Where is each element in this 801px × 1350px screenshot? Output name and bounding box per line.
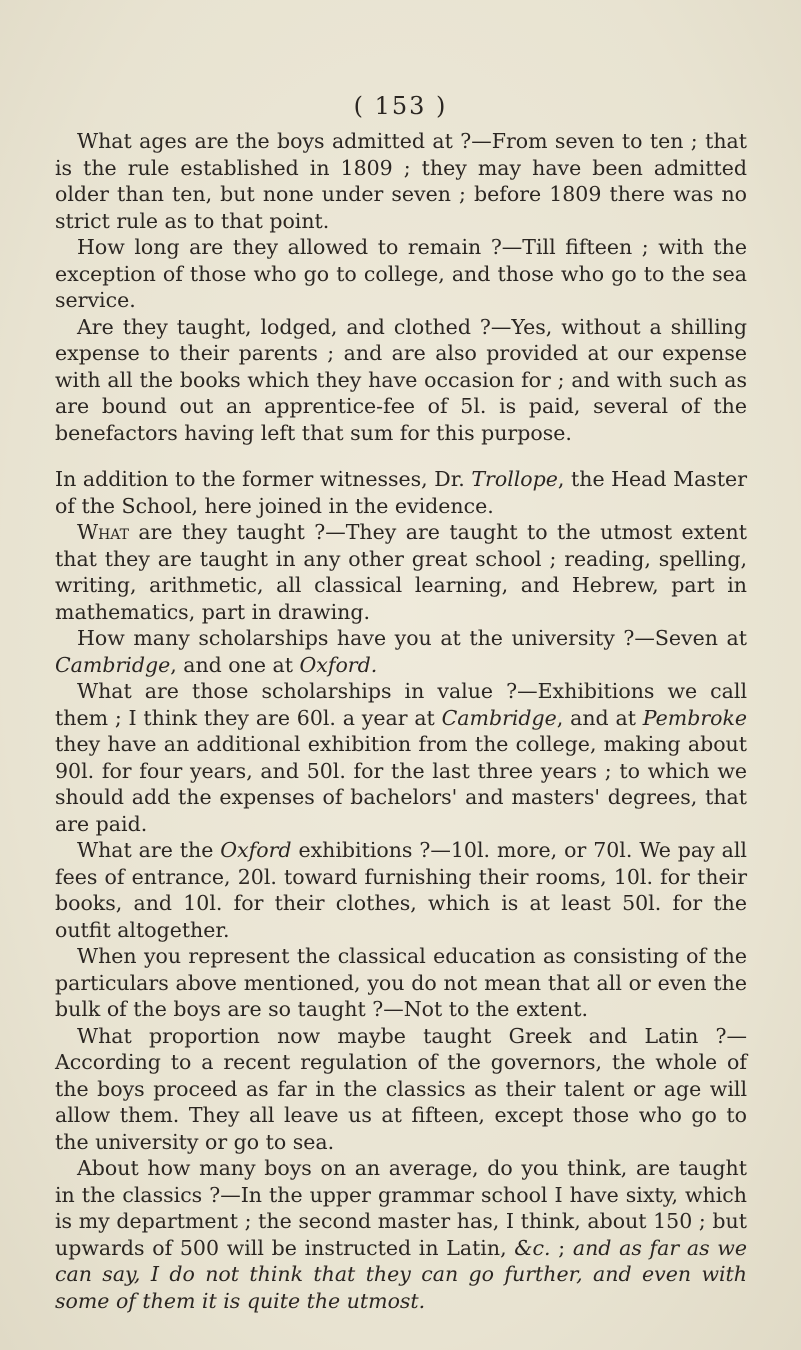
paragraph-what-taught: [55, 519, 747, 625]
paragraph-scholarship-value: [55, 678, 747, 837]
paragraph-text: In addition to the former witnesses, Dr.: [55, 467, 472, 491]
paragraph-text: What are those scholarships in value ?—Exhibitions we call them ; I think they are 60l. a year at: [55, 679, 747, 730]
paragraph-text: What are the: [77, 838, 221, 862]
paragraph-text: Are they taught, lodged, and clothed ?—Yes, without a shilling expense to their parents ; and are also provided at our expense with all the books which they have occasion for ; and with such as are bound out an apprentice-fee of 5l. is paid, several of the benefactors having left that sum for this purpose.: [55, 314, 747, 445]
paragraph-trollope-intro: [55, 466, 747, 519]
italic-place: Cambridge: [441, 705, 557, 730]
italic-place: Cambridge: [55, 652, 171, 677]
paragraph-text: exhibitions ?—10l. more, or 70l. We pay all fees of entrance, 20l. toward furnishing their rooms, 10l. for their books, and 10l. for their clothes, which is at least 50l. for the outfit altogether.: [55, 838, 747, 942]
italic-place: Oxford: [220, 838, 292, 862]
paragraph-text: How many scholarships have you at the university ?—Seven at: [77, 626, 747, 650]
paragraph-remain-duration: [55, 234, 747, 314]
paragraph-text: How long are they allowed to remain ?—Till fifteen ; with the exception of those who go to college, and those who go to the sea service.: [55, 235, 747, 312]
paragraph-classical-education: [55, 943, 747, 1023]
paragraph-boys-average: [55, 1155, 747, 1314]
paragraph-admission-age: [55, 128, 747, 234]
page-body: [55, 128, 747, 1314]
paragraph-text: ;: [550, 1235, 573, 1260]
paragraph-text: , the Head Master of the School, here joined in the evidence.: [55, 467, 747, 518]
paragraph-text: , and one at: [170, 652, 300, 677]
italic-name: Trollope: [471, 467, 558, 491]
italic-place: Oxford.: [299, 652, 378, 677]
paragraph-text: About how many boys on an average, do you think, are taught in the classics ?—In the upper grammar school I have sixty, which is my department ; the second master has, I think, about 150 ; but upwards of 500 will be instructed in Latin,: [55, 1156, 747, 1260]
paragraph-text: When you represent the classical education as consisting of the particulars above mentioned, you do not mean that all or even the bulk of the boys are so taught ?—Not to the extent.: [55, 944, 747, 1021]
paragraph-text: they have an additional exhibition from the college, making about 90l. for four years, and 50l. for the last three years ; to which we should add the expenses of bachelors' and masters' degrees, that are paid.: [55, 732, 747, 836]
paragraph-text: What ages are the boys admitted at ?—From seven to ten ; that is the rule established in 1809 ; they may have been admitted older than ten, but none under seven ; before 1809 there was no strict rule as to that point.: [55, 129, 747, 233]
paragraph-scholarships: [55, 625, 747, 678]
page-number: ( 153 ): [353, 92, 448, 120]
paragraph-oxford-exhibitions: [55, 837, 747, 943]
paragraph-greek-latin: [55, 1023, 747, 1156]
italic-place: Pembroke: [642, 705, 748, 730]
paragraph-text: , and at: [556, 705, 643, 730]
paragraph-text: What proportion now maybe taught Greek and Latin ?—According to a recent regulation of the governors, the whole of the boys proceed as far in the classics as their talent or age will allow them. They all leave us at fifteen, except those who go to the university or go to sea.: [55, 1023, 747, 1154]
paragraph-taught-lodged: [55, 314, 747, 447]
italic-etc: &c.: [514, 1235, 551, 1260]
paragraph-text: are they taught ?—They are taught to the utmost extent that they are taught in any other great school ; reading, spelling, writing, arithmetic, all classical learning, and Hebrew, part in mathematics, part in drawing.: [55, 520, 747, 624]
small-caps-lead: What: [77, 520, 129, 544]
italic-quote: and as far as we can say, I do not think that they can go further, and even with some of them it is quite the utmost.: [55, 1235, 747, 1313]
